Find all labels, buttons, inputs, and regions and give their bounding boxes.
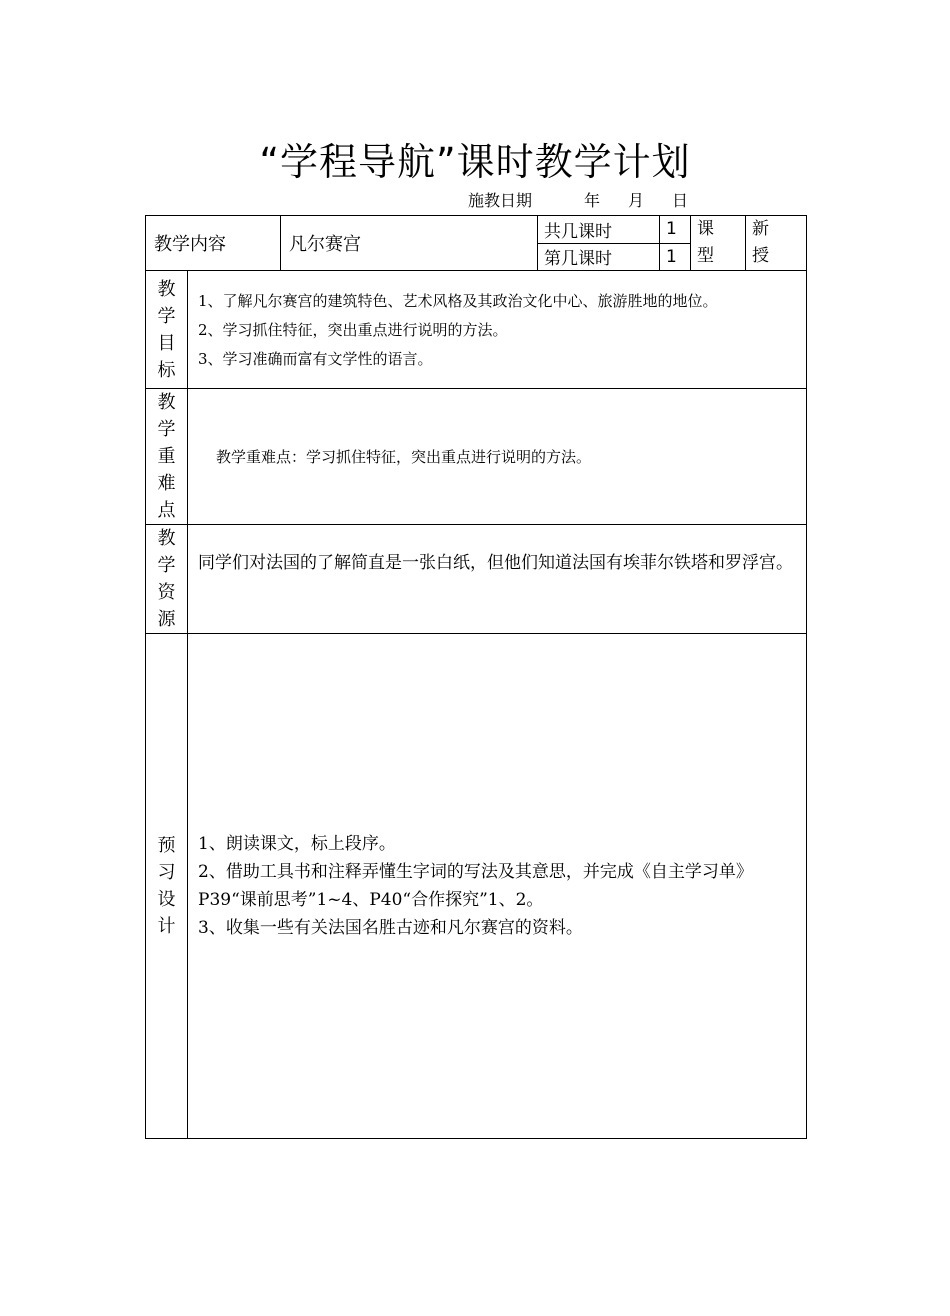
current-hour-value: 1 [660, 243, 691, 271]
preview-item: 2、借助工具书和注释弄懂生字词的写法及其意思，并完成《自主学习单》P39“课前思考”1~4、P40“合作探究”1、2。 [198, 862, 753, 910]
preview-label-char: 习 [157, 862, 176, 883]
lesson-type-label [691, 216, 746, 271]
goals-label-char: 标 [157, 359, 176, 381]
preview-label-char: 预 [157, 835, 176, 856]
resources-row [146, 525, 807, 634]
preview-content [188, 634, 807, 1139]
key-points-label [146, 389, 188, 525]
lesson-type-value-1: 新 [752, 219, 769, 239]
resources-label-char: 资 [157, 582, 176, 603]
resources-label-char: 源 [157, 609, 176, 630]
lesson-type-label-1: 课 [697, 219, 714, 239]
goals-label-char: 学 [157, 305, 176, 327]
key-points-label-char: 难 [157, 473, 176, 494]
preview-item: 3、收集一些有关法国名胜古迹和凡尔赛宫的资料。 [198, 918, 583, 938]
goals-content [188, 271, 807, 389]
date-year: 年 [584, 191, 601, 210]
date-day: 日 [672, 191, 689, 210]
preview-row [146, 634, 807, 1139]
page-title: “学程导航”课时教学计划 [259, 140, 691, 184]
teaching-date-line [468, 191, 688, 211]
content-label: 教学内容 [146, 216, 281, 271]
resources-label-char: 学 [157, 555, 176, 576]
key-points-label-char: 重 [157, 446, 176, 467]
key-points-text: 教学重难点：学习抓住特征，突出重点进行说明的方法。 [188, 389, 807, 525]
lesson-type-label-2: 型 [697, 246, 714, 266]
preview-label-char: 设 [157, 889, 176, 910]
goals-label [146, 271, 188, 389]
lesson-type-value [746, 216, 807, 271]
header-row-1 [146, 216, 807, 244]
date-label: 施教日期 [468, 191, 533, 210]
goals-label-char: 目 [157, 332, 176, 354]
resources-label-char: 教 [157, 528, 176, 549]
key-points-row [146, 389, 807, 525]
preview-label [146, 634, 188, 1139]
date-month: 月 [628, 191, 645, 210]
goals-row [146, 271, 807, 389]
key-points-label-char: 教 [157, 392, 176, 413]
goal-item: 2、学习抓住特征，突出重点进行说明的方法。 [198, 321, 508, 339]
total-hours-value: 1 [660, 216, 691, 244]
key-points-label-char: 点 [157, 500, 176, 521]
preview-item: 1、朗读课文，标上段序。 [198, 834, 396, 854]
key-points-label-char: 学 [157, 419, 176, 440]
lesson-plan-table [145, 215, 807, 1139]
total-hours-label: 共几课时 [538, 216, 660, 244]
content-value: 凡尔赛宫 [281, 216, 538, 271]
goals-label-char: 教 [157, 278, 176, 300]
resources-label [146, 525, 188, 634]
resources-text: 同学们对法国的了解简直是一张白纸，但他们知道法国有埃菲尔铁塔和罗浮宫。 [188, 525, 807, 634]
current-hour-label: 第几课时 [538, 243, 660, 271]
preview-label-char: 计 [157, 916, 176, 937]
goal-item: 3、学习准确而富有文学性的语言。 [198, 350, 433, 368]
lesson-type-value-2: 授 [752, 246, 769, 266]
goal-item: 1、了解凡尔赛宫的建筑特色、艺术风格及其政治文化中心、旅游胜地的地位。 [198, 292, 718, 310]
